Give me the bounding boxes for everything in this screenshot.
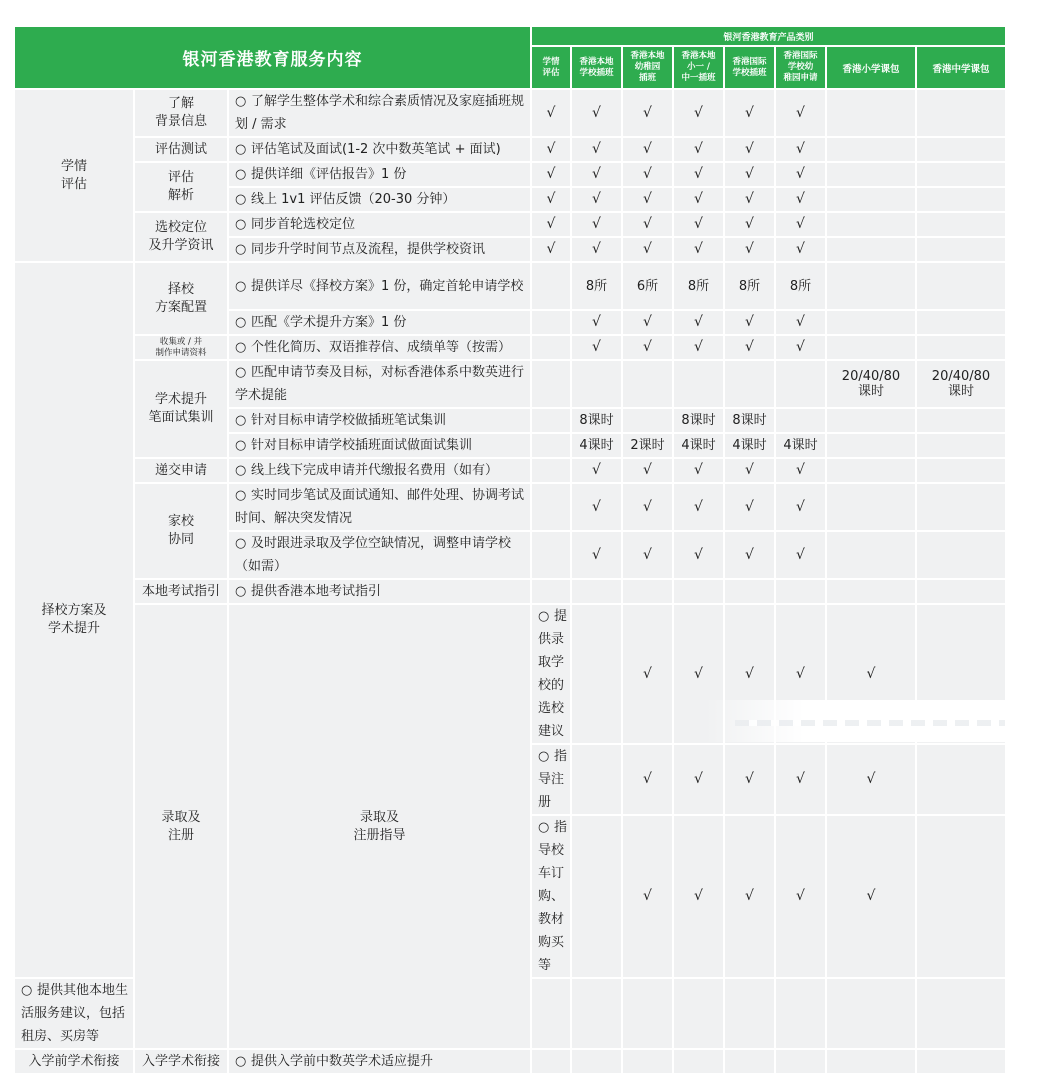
- check-mark: [776, 459, 825, 482]
- check-mark: [623, 90, 672, 136]
- empty-cell: [572, 979, 621, 1048]
- check-mark: [776, 163, 825, 186]
- package-hours: 20/40/80 课时: [917, 361, 1005, 407]
- check-mark: [725, 745, 774, 814]
- empty-cell: [827, 90, 915, 136]
- empty-cell: [827, 188, 915, 211]
- service-item: ○ 提供详细《评估报告》1 份: [229, 163, 530, 186]
- check-mark: [674, 311, 723, 334]
- empty-cell: [917, 409, 1005, 432]
- empty-cell: [674, 1050, 723, 1073]
- check-mark: [623, 311, 672, 334]
- check-mark: [674, 532, 723, 578]
- check-mark: [776, 484, 825, 530]
- check-mark: [623, 336, 672, 359]
- empty-cell: [623, 409, 672, 432]
- check-mark: [572, 188, 621, 211]
- empty-cell: [572, 361, 621, 407]
- service-item: ○ 线上线下完成申请并代缴报名费用（如有）: [229, 459, 530, 482]
- check-mark: [623, 605, 672, 743]
- empty-cell: [917, 163, 1005, 186]
- check-mark: [725, 336, 774, 359]
- empty-cell: [917, 138, 1005, 161]
- empty-cell: [532, 434, 570, 457]
- section-school-plan: 择校方案及 学术提升: [15, 263, 133, 977]
- sub-background: 了解 背景信息: [135, 90, 227, 136]
- class-hours: 4课时: [674, 434, 723, 457]
- empty-cell: [917, 434, 1005, 457]
- check-mark: [572, 336, 621, 359]
- empty-cell: [532, 311, 570, 334]
- empty-cell: [776, 1050, 825, 1073]
- check-mark: [725, 311, 774, 334]
- check-mark: [674, 484, 723, 530]
- empty-cell: [917, 979, 1005, 1048]
- empty-cell: [827, 580, 915, 603]
- empty-cell: [827, 484, 915, 530]
- empty-cell: [776, 361, 825, 407]
- check-mark: [725, 459, 774, 482]
- sub-plan: 择校 方案配置: [135, 263, 227, 334]
- service-item: ○ 指导注册: [532, 745, 570, 814]
- empty-cell: [917, 90, 1005, 136]
- sub-submit: 递交申请: [135, 459, 227, 482]
- check-mark: [776, 138, 825, 161]
- table-row: [15, 163, 1007, 186]
- package-hours: 20/40/80 课时: [827, 361, 915, 407]
- sub-positioning: 选校定位 及升学资讯: [135, 213, 227, 261]
- package-secondary: 香港中学课包: [917, 47, 1005, 88]
- empty-cell: [827, 138, 915, 161]
- school-count: 6所: [623, 263, 672, 309]
- table-row: [15, 213, 1007, 236]
- check-mark: [623, 238, 672, 261]
- service-item: ○ 匹配《学术提升方案》1 份: [229, 311, 530, 334]
- service-item: ○ 实时同步笔试及面试通知、邮件处理、协调考试时间、解决突发情况: [229, 484, 530, 530]
- empty-cell: [827, 163, 915, 186]
- empty-cell: [532, 409, 570, 432]
- product-intl-kindergarten: 香港国际 学校幼 稚园申请: [776, 47, 825, 88]
- service-item: ○ 针对目标申请学校插班面试做面试集训: [229, 434, 530, 457]
- empty-cell: [725, 361, 774, 407]
- table-row: [15, 336, 1007, 359]
- check-mark: [532, 90, 570, 136]
- check-mark: [776, 745, 825, 814]
- table-row: [15, 138, 1007, 161]
- check-mark: [572, 238, 621, 261]
- check-mark: [623, 816, 672, 977]
- check-mark: [674, 213, 723, 236]
- product-p1-s1-transfer: 香港本地 小一 / 中一插班: [674, 47, 723, 88]
- class-hours: 4课时: [572, 434, 621, 457]
- empty-cell: [917, 263, 1005, 309]
- service-item: ○ 同步首轮选校定位: [229, 213, 530, 236]
- product-category-header: 银河香港教育产品类别: [532, 27, 1005, 45]
- table-row: [15, 459, 1007, 482]
- empty-cell: [532, 1050, 570, 1073]
- class-hours: 8课时: [674, 409, 723, 432]
- class-hours: 8课时: [572, 409, 621, 432]
- service-table: [13, 25, 1009, 1075]
- empty-cell: [572, 605, 621, 743]
- empty-cell: [827, 532, 915, 578]
- check-mark: [572, 213, 621, 236]
- product-local-school-transfer: 香港本地 学校插班: [572, 47, 621, 88]
- empty-cell: [827, 1050, 915, 1073]
- empty-cell: [917, 745, 1005, 814]
- table-title: 银河香港教育服务内容: [15, 27, 530, 88]
- sub-local-exam: 本地考试指引: [135, 580, 227, 603]
- empty-cell: [827, 434, 915, 457]
- empty-cell: [776, 979, 825, 1048]
- empty-cell: [532, 336, 570, 359]
- check-mark: [776, 213, 825, 236]
- check-mark: [725, 90, 774, 136]
- empty-cell: [917, 484, 1005, 530]
- check-mark: [776, 188, 825, 211]
- class-hours: 8课时: [725, 409, 774, 432]
- check-mark: [532, 213, 570, 236]
- check-mark: [725, 816, 774, 977]
- package-primary: 香港小学课包: [827, 47, 915, 88]
- check-mark: [532, 163, 570, 186]
- service-item: ○ 了解学生整体学术和综合素质情况及家庭插班规划 / 需求: [229, 90, 530, 136]
- product-assessment: 学情 评估: [532, 47, 570, 88]
- service-item: ○ 提供入学前中数英学术适应提升: [229, 1050, 530, 1073]
- check-mark: [776, 336, 825, 359]
- check-mark: [532, 138, 570, 161]
- check-mark: [725, 532, 774, 578]
- service-item: ○ 针对目标申请学校做插班笔试集训: [229, 409, 530, 432]
- check-mark: [674, 745, 723, 814]
- class-hours: 4课时: [725, 434, 774, 457]
- empty-cell: [917, 188, 1005, 211]
- empty-cell: [917, 816, 1005, 977]
- check-mark: [776, 816, 825, 977]
- check-mark: [725, 238, 774, 261]
- empty-cell: [827, 459, 915, 482]
- check-mark: [776, 238, 825, 261]
- table-row: [15, 90, 1007, 136]
- check-mark: [572, 163, 621, 186]
- check-mark: [725, 163, 774, 186]
- empty-cell: [532, 532, 570, 578]
- empty-cell: [532, 263, 570, 309]
- empty-cell: [827, 238, 915, 261]
- service-item: ○ 匹配申请节奏及目标，对标香港体系中数英进行学术提能: [229, 361, 530, 407]
- check-mark: [674, 90, 723, 136]
- check-mark: [776, 532, 825, 578]
- service-item: ○ 指导校车订购、教材购买等: [532, 816, 570, 977]
- school-count: 8所: [674, 263, 723, 309]
- empty-cell: [917, 459, 1005, 482]
- empty-cell: [725, 1050, 774, 1073]
- check-mark: [827, 816, 915, 977]
- school-count: 8所: [572, 263, 621, 309]
- section-bridge: 入学前学术衔接: [15, 1050, 133, 1073]
- sub-enroll: 录取及 注册指导: [229, 605, 530, 1048]
- check-mark: [623, 459, 672, 482]
- check-mark: [572, 311, 621, 334]
- check-mark: [725, 213, 774, 236]
- service-item: ○ 线上 1v1 评估反馈（20-30 分钟）: [229, 188, 530, 211]
- school-count: 8所: [776, 263, 825, 309]
- empty-cell: [725, 580, 774, 603]
- school-count: 8所: [725, 263, 774, 309]
- class-hours: 4课时: [776, 434, 825, 457]
- empty-cell: [827, 213, 915, 236]
- empty-cell: [572, 1050, 621, 1073]
- service-item: ○ 提供录取学校的选校建议: [532, 605, 570, 743]
- table-row: [15, 580, 1007, 603]
- empty-cell: [827, 979, 915, 1048]
- empty-cell: [725, 979, 774, 1048]
- check-mark: [532, 238, 570, 261]
- check-mark: [623, 188, 672, 211]
- service-item: ○ 同步升学时间节点及流程，提供学校资讯: [229, 238, 530, 261]
- empty-cell: [827, 409, 915, 432]
- empty-cell: [917, 213, 1005, 236]
- empty-cell: [776, 580, 825, 603]
- check-mark: [572, 90, 621, 136]
- sub-bridge: 入学学术衔接: [135, 1050, 227, 1073]
- check-mark: [532, 188, 570, 211]
- check-mark: [776, 90, 825, 136]
- table-row: [15, 484, 1007, 530]
- check-mark: [776, 311, 825, 334]
- watermark-fade: [705, 700, 1035, 742]
- service-item: ○ 个性化简历、双语推荐信、成绩单等（按需）: [229, 336, 530, 359]
- product-local-kindergarten-transfer: 香港本地 幼稚园 插班: [623, 47, 672, 88]
- empty-cell: [917, 336, 1005, 359]
- check-mark: [674, 816, 723, 977]
- check-mark: [674, 336, 723, 359]
- empty-cell: [674, 361, 723, 407]
- empty-cell: [572, 816, 621, 977]
- check-mark: [725, 484, 774, 530]
- service-item: ○ 提供香港本地考试指引: [229, 580, 530, 603]
- check-mark: [623, 532, 672, 578]
- empty-cell: [623, 1050, 672, 1073]
- empty-cell: [917, 311, 1005, 334]
- check-mark: [674, 238, 723, 261]
- sub-test: 评估测试: [135, 138, 227, 161]
- check-mark: [572, 138, 621, 161]
- section-enrollment: 录取及 注册: [135, 605, 227, 1048]
- empty-cell: [917, 1050, 1005, 1073]
- check-mark: [572, 459, 621, 482]
- check-mark: [623, 213, 672, 236]
- empty-cell: [917, 580, 1005, 603]
- empty-cell: [623, 979, 672, 1048]
- check-mark: [674, 163, 723, 186]
- service-item: ○ 提供详尽《择校方案》1 份，确定首轮申请学校: [229, 263, 530, 309]
- check-mark: [572, 484, 621, 530]
- check-mark: [674, 459, 723, 482]
- empty-cell: [623, 580, 672, 603]
- check-mark: [674, 188, 723, 211]
- class-hours: 2课时: [623, 434, 672, 457]
- sub-coop: 家校 协同: [135, 484, 227, 578]
- empty-cell: [917, 238, 1005, 261]
- empty-cell: [674, 580, 723, 603]
- empty-cell: [827, 263, 915, 309]
- service-item: ○ 评估笔试及面试(1-2 次中数英笔试 + 面试): [229, 138, 530, 161]
- check-mark: [572, 532, 621, 578]
- empty-cell: [827, 336, 915, 359]
- check-mark: [725, 138, 774, 161]
- sub-materials: 收集或 / 并 制作申请资料: [135, 336, 227, 359]
- empty-cell: [623, 361, 672, 407]
- empty-cell: [827, 311, 915, 334]
- check-mark: [623, 484, 672, 530]
- sub-analysis: 评估 解析: [135, 163, 227, 211]
- check-mark: [725, 188, 774, 211]
- check-mark: [827, 745, 915, 814]
- service-item: ○ 及时跟进录取及学位空缺情况，调整申请学校（如需）: [229, 532, 530, 578]
- empty-cell: [917, 532, 1005, 578]
- empty-cell: [532, 361, 570, 407]
- check-mark: [674, 138, 723, 161]
- table-row: [15, 1050, 1007, 1073]
- empty-cell: [776, 409, 825, 432]
- empty-cell: [532, 459, 570, 482]
- check-mark: [623, 163, 672, 186]
- empty-cell: [674, 979, 723, 1048]
- empty-cell: [572, 745, 621, 814]
- empty-cell: [532, 580, 570, 603]
- service-item: ○ 提供其他本地生活服务建议，包括租房、买房等: [15, 979, 133, 1048]
- empty-cell: [532, 979, 570, 1048]
- product-intl-school-transfer: 香港国际 学校插班: [725, 47, 774, 88]
- section-assessment: 学情 评估: [15, 90, 133, 261]
- sub-exam-training: 学术提升 笔面试集训: [135, 361, 227, 457]
- table-row: [15, 361, 1007, 407]
- empty-cell: [572, 580, 621, 603]
- check-mark: [623, 138, 672, 161]
- table-row: [15, 263, 1007, 309]
- empty-cell: [532, 484, 570, 530]
- check-mark: [623, 745, 672, 814]
